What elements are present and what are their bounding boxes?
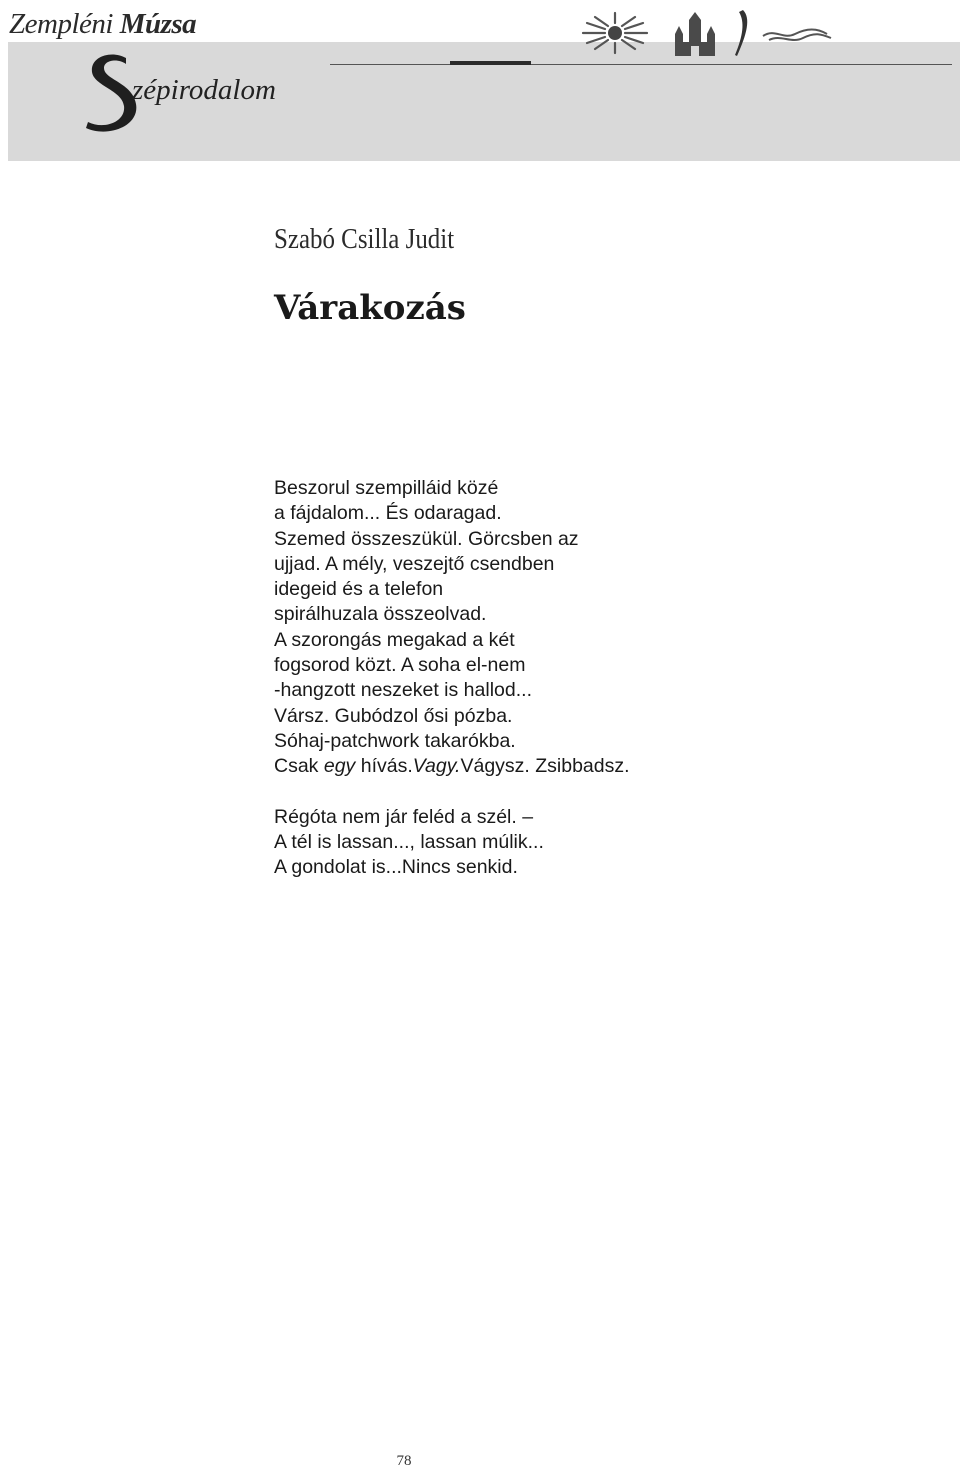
poem-line: ujjad. A mély, veszejtő csendben [274, 552, 555, 575]
journal-title [9, 4, 196, 44]
poem-line: A gondolat is...Nincs senkid. [274, 856, 518, 879]
poem-line: Sóhaj-patchwork takarókba. [274, 729, 516, 752]
header-ornaments [575, 8, 835, 58]
section-title: zépirodalom [132, 74, 276, 106]
header-rule [330, 64, 952, 65]
poem-line-part: Csak [274, 755, 324, 778]
poem-line: Szemed összeszükül. Görcsben az [274, 527, 579, 550]
author-name: Szabó Csilla Judit [274, 223, 455, 255]
poem-line: A tél is lassan..., lassan múlik... [274, 830, 544, 853]
poem-stanza-1 [274, 476, 630, 780]
journal-name-part2: Múzsa [119, 8, 197, 40]
poem-line: Vársz. Gubódzol ősi pózba. [274, 704, 513, 727]
poem-line: idegeid és a telefon [274, 578, 444, 601]
poem-body [274, 476, 630, 880]
poem-title: Várakozás [274, 288, 466, 328]
poem-line: Beszorul szempilláid közé [274, 477, 499, 499]
poem-line: -hangzott neszeket is hallod... [274, 679, 532, 702]
quill-ornament-icon [735, 10, 747, 56]
poem-line: fogsorod közt. A soha el-nem [274, 654, 526, 677]
poem-line: A szorongás megakad a két [274, 628, 515, 651]
poem-line-part: hívás. [355, 755, 413, 778]
journal-name-part1: Zempléni [9, 8, 113, 40]
poem-line-part: Vágysz. Zsibbadsz. [460, 755, 630, 778]
poem-line: a fájdalom... És odaragad. [274, 502, 502, 525]
page-number: 78 [396, 1453, 412, 1469]
header-accent-bar [450, 61, 531, 65]
sun-ornament-icon [583, 13, 647, 53]
poem-line-mixed [274, 754, 630, 779]
poem-line: spirálhuzala összeolvad. [274, 603, 487, 626]
poem-line-italic-part: egy [323, 755, 356, 778]
castle-ornament-icon [675, 12, 715, 56]
poem-line-italic-part: Vagy. [412, 755, 461, 778]
poem-line: Régóta nem jár feléd a szél. – [274, 805, 534, 828]
ribbon-ornament-icon [763, 30, 831, 41]
poem-stanza-2 [274, 805, 630, 881]
